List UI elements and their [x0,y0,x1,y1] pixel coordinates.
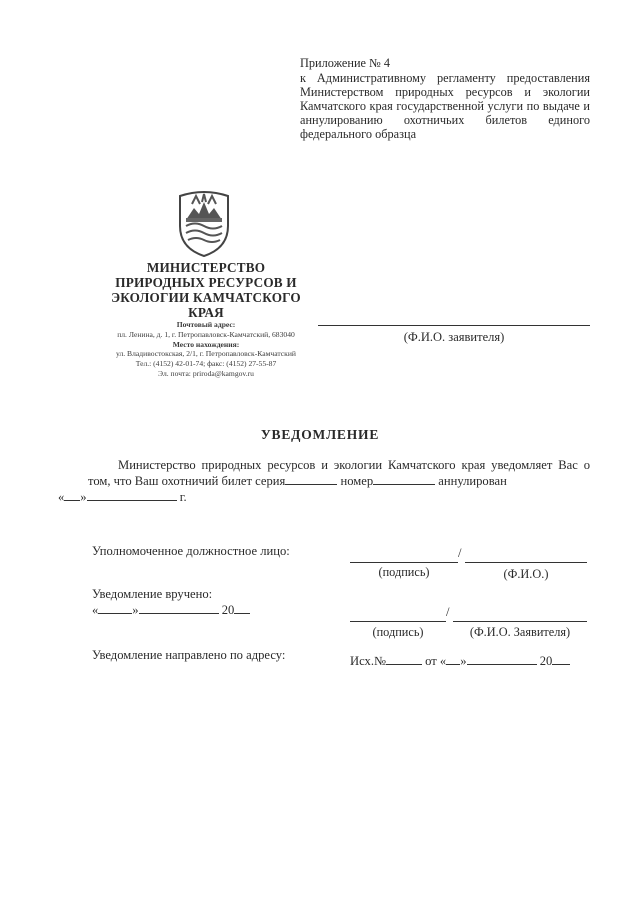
applicant-name-line [318,325,590,326]
delivered-label: Уведомление вручено: [92,587,213,601]
ministry-name-line: КРАЯ [188,305,224,320]
month-blank [87,490,177,501]
series-blank [285,474,337,485]
delivered-date-open-quote: « [92,603,99,617]
delivered-date-close-quote: » [132,603,139,617]
date-open-quote: « [58,490,65,504]
official-sign-caption: (подпись) [378,565,430,579]
delivered-name-caption: (Ф.И.О. Заявителя) [469,625,571,639]
applicant-caption: (Ф.И.О. заявителя) [403,330,505,344]
date-close-quote: » [80,490,87,504]
sent-date-close-quote: » [460,654,467,668]
notice-text-part: номер [340,474,374,488]
outgoing-number-label: Исх.№ [350,654,386,668]
appendix-title: Приложение № 4 [300,56,391,70]
appendix-body: к Административному регламенту предоставления Министерством природных ресурсов и экологии Камчатского края государственной услуги по выдаче и аннулированию охотничьих билетов единого федерального образца [300,71,590,141]
appendix-header [300,56,590,141]
location-address: ул. Владивостокская, 2/1, г. Петропавловск-Камчатский [116,349,296,359]
delivered-day-blank [98,603,132,614]
official-name-caption: (Ф.И.О.) [503,567,549,581]
delivered-date [92,603,250,618]
day-blank [64,490,80,501]
sent-day-blank [446,654,460,665]
delivered-year: 20 [221,603,235,617]
delivered-slash: / [446,605,450,619]
sent-year: 20 [539,654,553,668]
from-date-label: от « [425,654,447,668]
phone-fax: Тел.: (4152) 42-01-74; факс: (4152) 27-55-87 [135,359,277,369]
delivered-sign-caption: (подпись) [372,625,424,639]
delivered-month-blank [139,603,219,614]
sent-reference [350,654,570,669]
postal-address-label: Почтовый адрес: [176,320,236,329]
ministry-name-line: ПРИРОДНЫХ РЕСУРСОВ И [115,275,297,290]
notice-text-part: аннулирован [438,474,507,488]
official-slash: / [458,546,462,560]
email: Эл. почта: priroda@kamgov.ru [158,368,254,378]
number-blank [373,474,435,485]
location-label: Место нахождения: [172,339,240,349]
ministry-name [88,260,324,320]
notice-text-part: Министерство природных ресурсов и экологии Камчатского края уведомляет Вас о том, что Ваш охотничий билет серия [88,458,590,488]
notice-text [58,457,590,505]
coat-of-arms-icon [172,190,236,258]
sent-label: Уведомление направлено по адресу: [92,648,286,662]
delivered-signature-line [350,621,446,622]
official-name-line [465,562,587,563]
postal-address: пл. Ленина, д. 1, г. Петропавловск-Камчатский, 683040 [117,329,295,339]
document-heading: УВЕДОМЛЕНИЕ [260,427,380,442]
outgoing-number-blank [386,654,422,665]
official-signature-line [350,562,458,563]
sent-month-blank [467,654,537,665]
sent-year-blank [552,654,570,665]
official-label: Уполномоченное должностное лицо: [92,544,290,558]
ministry-name-line: МИНИСТЕРСТВО [146,260,266,275]
ministry-name-line: ЭКОЛОГИИ КАМЧАТСКОГО [111,290,301,305]
delivered-name-line [453,621,587,622]
year-suffix: г. [179,490,187,504]
delivered-year-blank [234,603,250,614]
ministry-contacts [78,320,334,379]
